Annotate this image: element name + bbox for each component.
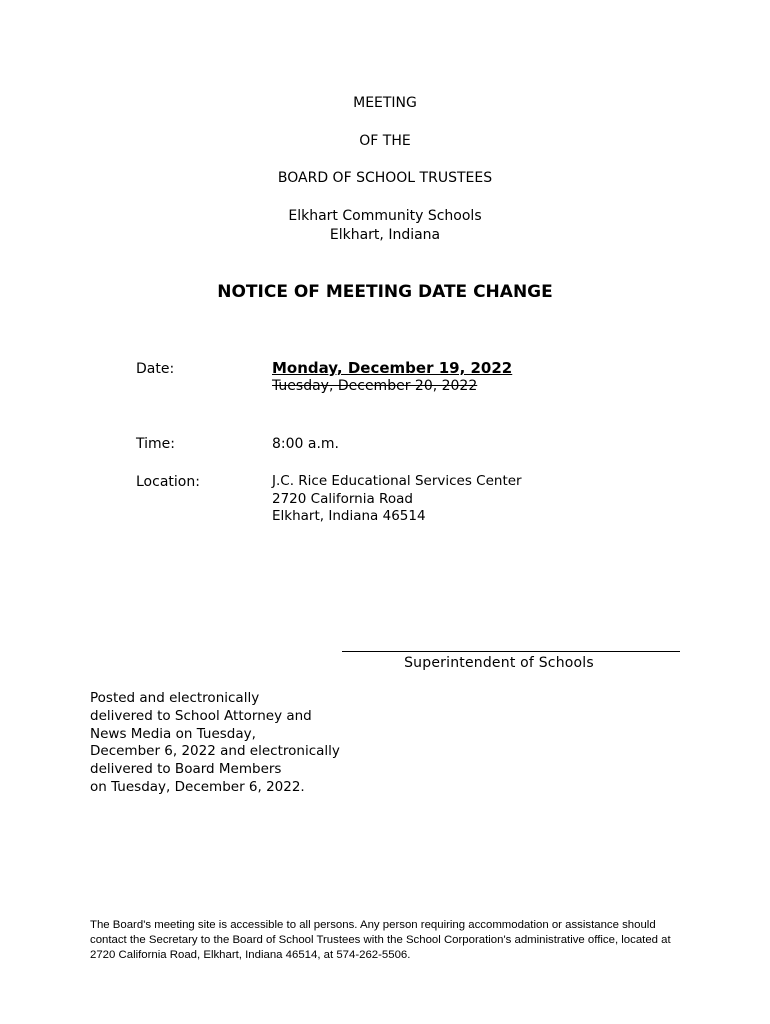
time-label: Time: bbox=[136, 436, 175, 452]
header-meeting: MEETING bbox=[353, 95, 417, 111]
header-board: BOARD OF SCHOOL TRUSTEES bbox=[277, 170, 493, 186]
location-value bbox=[272, 473, 522, 526]
date-label: Date: bbox=[136, 361, 175, 377]
signature-line bbox=[342, 651, 680, 652]
old-date-struck: Tuesday, December 20, 2022 bbox=[272, 378, 478, 394]
posted-notice bbox=[90, 690, 340, 797]
signature-label: Superintendent of Schools bbox=[404, 655, 594, 671]
header-org: Elkhart Community Schools bbox=[288, 208, 482, 224]
posted-line: Posted and electronically bbox=[90, 690, 260, 706]
location-line: Elkhart, Indiana 46514 bbox=[272, 508, 426, 524]
location-line: 2720 California Road bbox=[272, 490, 413, 507]
time-value: 8:00 a.m. bbox=[272, 436, 340, 452]
posted-line: News Media on Tuesday, bbox=[90, 725, 256, 742]
header-of-the: OF THE bbox=[359, 133, 411, 149]
location-line: J.C. Rice Educational Services Center bbox=[272, 473, 522, 489]
posted-line: delivered to School Attorney and bbox=[90, 707, 312, 724]
location-label: Location: bbox=[136, 474, 200, 490]
posted-line: December 6, 2022 and electronically bbox=[90, 743, 340, 760]
new-date: Monday, December 19, 2022 bbox=[272, 359, 513, 377]
notice-title: NOTICE OF MEETING DATE CHANGE bbox=[217, 282, 553, 302]
posted-line: delivered to Board Members bbox=[90, 761, 282, 778]
header-location: Elkhart, Indiana bbox=[329, 227, 441, 243]
posted-line: on Tuesday, December 6, 2022. bbox=[90, 778, 305, 795]
date-value bbox=[272, 359, 512, 395]
accessibility-footer: The Board's meeting site is accessible to all persons. Any person requiring accommodation or assistance should contact the Secretary to the Board of School Trustees with the School Corporation's administrative office, located at 2720 California Road, Elkhart, Indiana 46514, at 574-262-5506. bbox=[90, 919, 671, 961]
